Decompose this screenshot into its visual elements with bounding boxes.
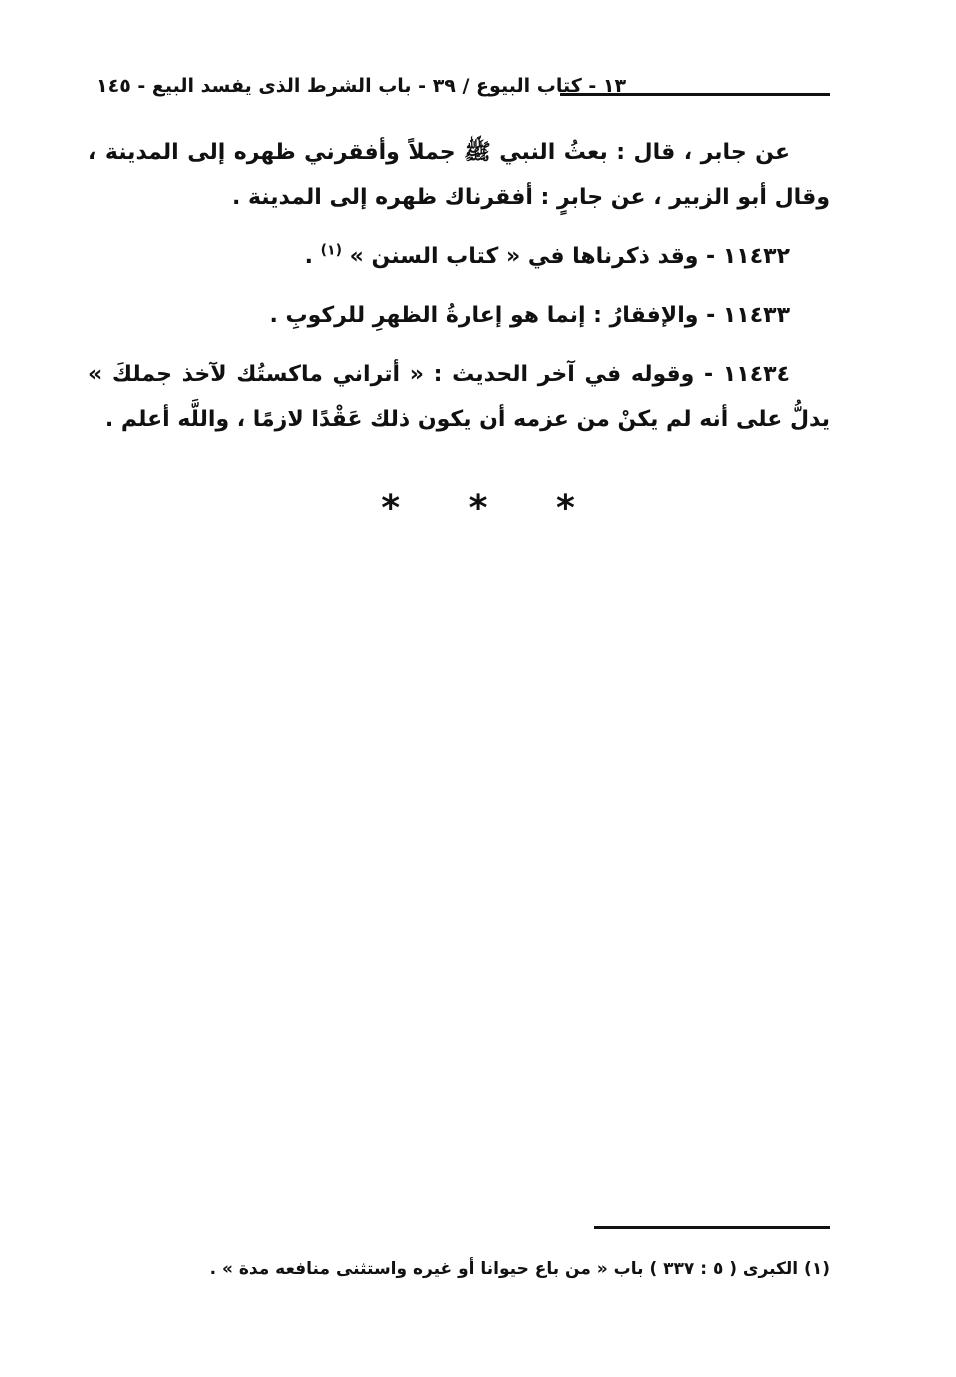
header-text-wrap bbox=[90, 72, 626, 100]
running-title: ١٣ - كتاب البيوع / ٣٩ - باب الشرط الذى يفسد البيع - ١٤٥ bbox=[96, 75, 627, 97]
footnote-text: (١) الكبرى ( ٥ : ٣٣٧ ) باب « من باع حيوانا أو غيره واستثنى منافعه مدة » . bbox=[209, 1259, 830, 1279]
paragraph-text: عن جابر ، قال : بعثُ النبي ﷺ جملاً وأفقرني ظهره إلى المدينة ، وقال أبو الزبير ، عن جابرٍ : أفقرناك ظهره إلى المدينة . bbox=[88, 140, 830, 210]
paragraph-11433 bbox=[88, 293, 830, 338]
separator-star: * bbox=[381, 488, 401, 529]
paragraph-11432 bbox=[88, 234, 830, 279]
footnote-rule bbox=[594, 1226, 830, 1229]
paragraph-text: ١١٤٣٢ - وقد ذكرناها في « كتاب السنن » bbox=[349, 244, 790, 269]
paragraph-hadith bbox=[88, 130, 830, 220]
paragraph-11434 bbox=[88, 352, 830, 442]
section-separator bbox=[0, 488, 956, 529]
paragraph-text: ١١٤٣٤ - وقوله في آخر الحديث : « أتراني ماكستُك لآخذ جملكَ » يدلُّ على أنه لم يكنْ من عزمه أن يكون ذلك عَقْدًا لازمًا ، واللَّه أعلم . bbox=[88, 362, 830, 432]
separator-star: * bbox=[555, 488, 575, 529]
main-text bbox=[88, 130, 830, 456]
paragraph-text: ١١٤٣٣ - والإفقارُ : إنما هو إعارةُ الظهرِ للركوبِ . bbox=[269, 303, 790, 328]
separator-star: * bbox=[468, 488, 488, 529]
page-header bbox=[90, 72, 830, 100]
footnote-reference[interactable]: (١) bbox=[320, 242, 342, 259]
footnote bbox=[150, 1254, 830, 1284]
paragraph-tail: . bbox=[304, 244, 321, 269]
